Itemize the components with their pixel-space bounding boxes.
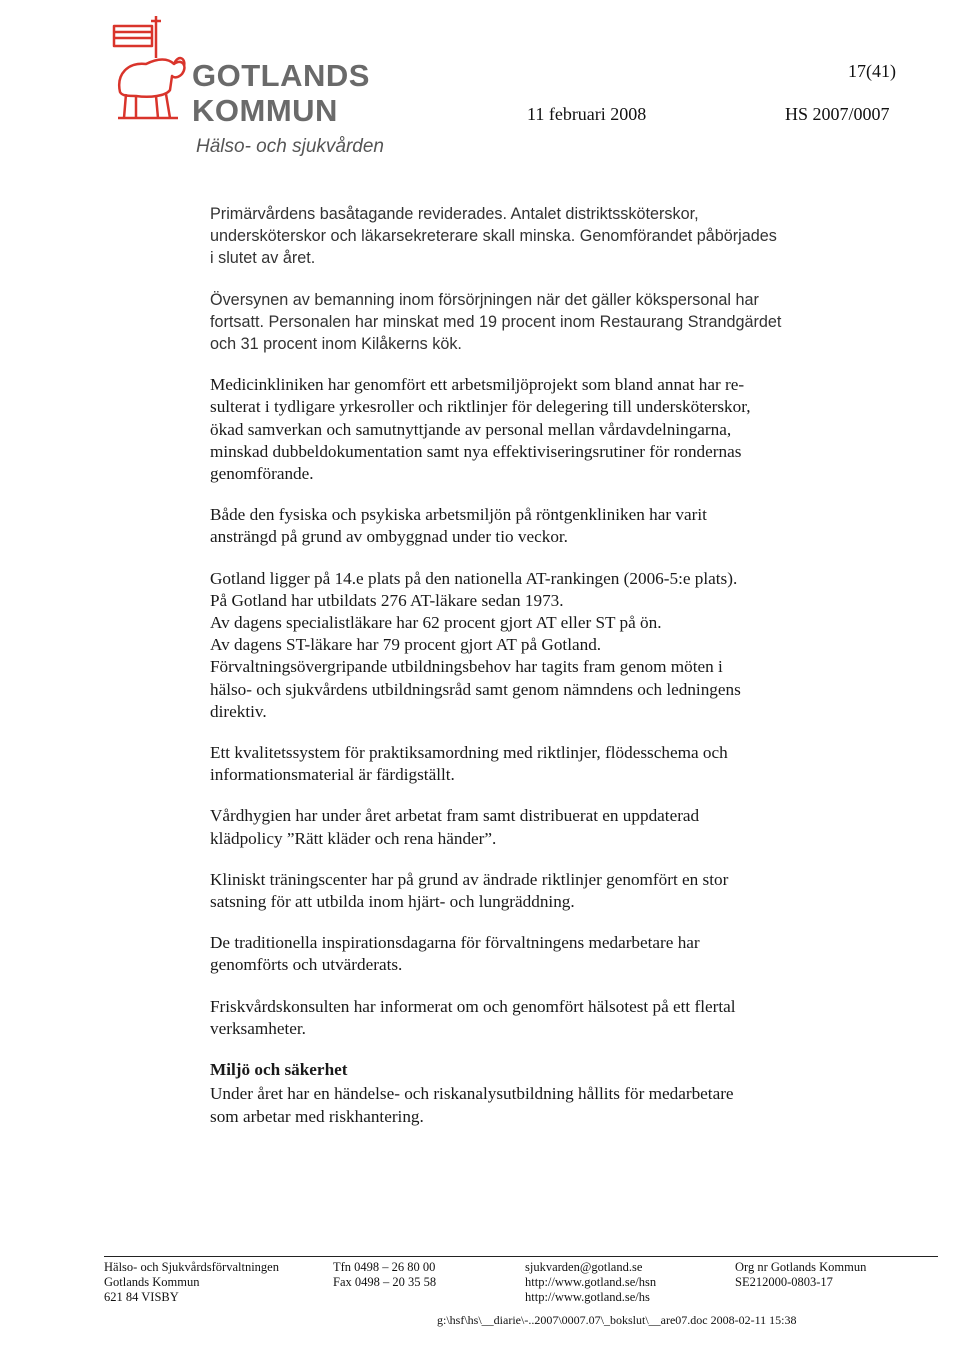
footer-text: Gotlands Kommun — [104, 1275, 200, 1289]
logo-name-line1: GOTLANDS — [192, 58, 370, 93]
text-line: fortsatt. Personalen har minskat med 19 procent inom Restaurang Strandgärdet — [210, 312, 782, 331]
text-line: Vårdhygien har under året arbetat fram samt distribuerat en uppdaterad — [210, 806, 700, 826]
text-line: klädpolicy ”Rätt kläder och rena händer”. — [210, 828, 497, 848]
section-heading: Miljö och säkerhet — [210, 1060, 348, 1080]
text-line: och 31 procent inom Kilåkerns kök. — [210, 335, 462, 354]
text-line: Primärvårdens basåtagande reviderades. Antalet distriktssköterskor, — [210, 205, 699, 223]
text-line: sulterat i tydligare yrkesroller och riktlinjer för delegering till undersköterskor, — [210, 397, 751, 417]
text-line: i slutet av året. — [210, 249, 316, 268]
text-line: Översynen av bemanning inom försörjningen när det gäller kökspersonal har — [210, 290, 759, 309]
text-line: Av dagens ST-läkare har 79 procent gjort AT på Gotland. — [210, 635, 602, 655]
paragraph — [210, 805, 850, 849]
text-line: verksamheter. — [210, 1018, 306, 1038]
footer-text: Hälso- och Sjukvårdsförvaltningen — [104, 1260, 279, 1274]
document-body — [210, 203, 850, 1147]
text-line: genomförande. — [210, 464, 314, 484]
ram-emblem-icon — [108, 14, 188, 124]
paragraph — [210, 504, 850, 548]
footer-text: 621 84 VISBY — [104, 1290, 179, 1304]
paragraph — [210, 374, 850, 485]
footer-text: Fax 0498 – 20 35 58 — [333, 1275, 437, 1289]
text-line: Under året har en händelse- och riskanalysutbildning hållits för medarbetare — [210, 1084, 734, 1104]
footer-text: Org nr Gotlands Kommun — [735, 1260, 867, 1274]
footer-address — [104, 1260, 279, 1305]
text-line: Medicinkliniken har genomfört ett arbetsmiljöprojekt som bland annat har re- — [210, 375, 745, 395]
footer-text: SE212000-0803-17 — [735, 1275, 833, 1289]
gotlands-kommun-logo — [108, 14, 398, 164]
footer-text: Tfn 0498 – 26 80 00 — [333, 1260, 436, 1274]
text-line: direktiv. — [210, 701, 267, 721]
paragraph — [210, 203, 850, 270]
text-line: Friskvårdskonsulten har informerat om och genomfört hälsotest på ett flertal — [210, 996, 736, 1016]
paragraph — [210, 869, 850, 913]
case-number: HS 2007/0007 — [785, 104, 890, 124]
paragraph — [210, 742, 850, 786]
footer-email-link[interactable]: sjukvarden@gotland.se — [525, 1260, 643, 1274]
text-line: undersköterskor och läkarsekreterare skall minska. Genomförandet påbörjades — [210, 227, 777, 246]
footer-web-link[interactable]: http://www.gotland.se/hsn — [525, 1275, 657, 1289]
page-number: 17(41) — [848, 61, 896, 81]
paragraph — [210, 289, 850, 356]
text-line: Av dagens specialistläkare har 62 procent gjort AT eller ST på ön. — [210, 613, 662, 633]
text-line: genomförts och utvärderats. — [210, 955, 403, 975]
text-line: Gotland ligger på 14.e plats på den nationella AT-rankingen (2006-5:e plats). — [210, 568, 738, 588]
text-line: informationsmaterial är färdigställt. — [210, 765, 455, 785]
text-line: Förvaltningsövergripande utbildningsbehov har tagits fram genom möten i — [210, 657, 723, 677]
paragraph — [210, 996, 850, 1040]
text-line: satsning för att utbilda inom hjärt- och lungräddning. — [210, 892, 575, 912]
paragraph — [210, 1083, 850, 1127]
document-date: 11 februari 2008 — [527, 104, 647, 124]
paragraph — [210, 568, 850, 723]
footer-web — [525, 1260, 656, 1305]
text-line: som arbetar med riskhantering. — [210, 1106, 424, 1126]
text-line: De traditionella inspirationsdagarna för förvaltningens medarbetare har — [210, 933, 700, 953]
text-line: ökad samverkan och samutnyttjande av personal mellan vårdavdelningarna, — [210, 419, 732, 439]
text-line: Kliniskt träningscenter har på grund av ändrade riktlinjer genomfört en stor — [210, 869, 729, 889]
text-line: hälso- och sjukvårdens utbildningsråd samt genom nämndens och ledningens — [210, 679, 741, 699]
paragraph — [210, 932, 850, 976]
text-line: På Gotland har utbildats 276 AT-läkare sedan 1973. — [210, 590, 564, 610]
text-line: minskad dubbeldokumentation samt nya effektiviseringsrutiner för rondernas — [210, 441, 742, 461]
text-line: Både den fysiska och psykiska arbetsmiljön på röntgenkliniken har varit — [210, 505, 707, 525]
logo-name-line2: KOMMUN — [192, 93, 338, 128]
text-line: Ett kvalitetssystem för praktiksamordning med riktlinjer, flödesschema och — [210, 743, 728, 763]
file-path: g:\hsf\hs\__diarie\-..2007\0007.07\_bokslut\__are07.doc 2008-02-11 15:38 — [437, 1313, 797, 1327]
text-line: ansträngd på grund av ombyggnad under tio veckor. — [210, 527, 568, 547]
footer-phone — [333, 1260, 436, 1290]
footer-org — [735, 1260, 866, 1290]
footer-divider — [104, 1256, 938, 1257]
footer-web-link[interactable]: http://www.gotland.se/hs — [525, 1290, 650, 1304]
logo-subtitle: Hälso- och sjukvården — [196, 136, 384, 157]
